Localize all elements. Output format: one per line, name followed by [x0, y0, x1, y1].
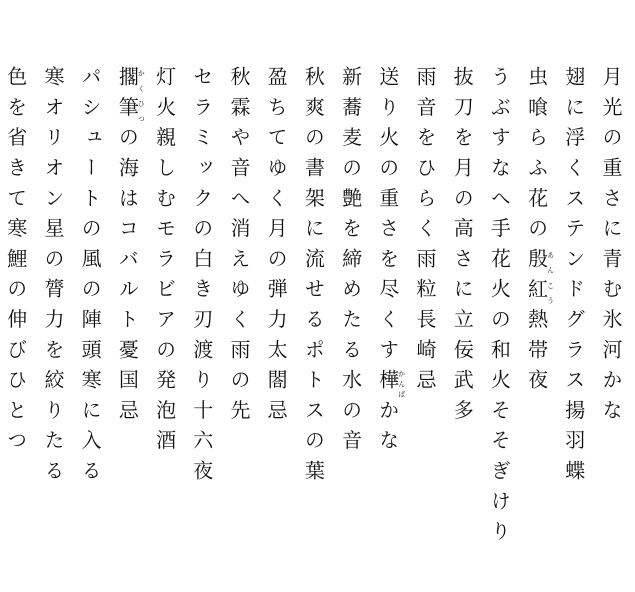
line-text: 盈ちてゆく月の弾力太閤忌	[264, 66, 289, 430]
line-text: パシュートの風の陣頭寒に入る	[78, 66, 103, 491]
line-text: 翅に浮くステンドグラス揚羽蝶	[561, 66, 586, 491]
haiku-line-10	[257, 66, 294, 586]
line-text: かな	[375, 399, 400, 460]
line-text: 灯火親しむモラビアの発泡酒	[152, 66, 177, 460]
haiku-line-5	[443, 66, 480, 586]
haiku-line-3	[517, 66, 554, 586]
haiku-line-1	[592, 66, 629, 586]
ruby-base: 殷紅	[524, 247, 549, 309]
haiku-line-13	[145, 66, 182, 586]
haiku-line-12	[183, 66, 220, 586]
haiku-column-group	[0, 66, 629, 586]
haiku-line-8	[331, 66, 368, 586]
haiku-line-15	[71, 66, 108, 586]
line-text: 秋霖や音へ消えゆく雨の先	[226, 66, 251, 430]
haiku-line-16	[34, 66, 71, 586]
haiku-line-14	[108, 66, 145, 586]
ruby-word	[524, 247, 555, 309]
ruby-base: 擱筆	[115, 66, 140, 127]
line-text: 寒オリオン星の膂力を絞りたる	[40, 66, 65, 491]
ruby-base: 樺	[375, 369, 400, 400]
line-text: 抜刀を月の高さに立佞武多	[450, 66, 475, 430]
haiku-line-4	[480, 66, 517, 586]
ruby-word	[115, 66, 146, 127]
line-text: セラミックの白き刃渡り十六夜	[189, 66, 214, 491]
ruby-reading: かくひつ	[137, 66, 146, 127]
ruby-reading: かんば	[397, 369, 406, 400]
line-text: の海はコバルト憂国忌	[115, 126, 140, 430]
haiku-line-17	[0, 66, 34, 586]
haiku-line-9	[294, 66, 331, 586]
line-text: 熱帯夜	[524, 308, 549, 400]
line-text: 雨音をひらく雨粒長崎忌	[412, 66, 437, 400]
line-text: 秋爽の書架に流せるポトスの葉	[301, 66, 326, 491]
ruby-word	[375, 369, 406, 400]
ruby-reading: あんこう	[546, 247, 555, 309]
haiku-line-11	[220, 66, 257, 586]
haiku-line-7	[369, 66, 406, 586]
line-text: 新蕎麦の艶を締めたる水の音	[338, 66, 363, 460]
line-text: 虫喰らふ花の	[524, 66, 549, 248]
line-text: 送り火の重さを尽くす	[375, 66, 400, 369]
haiku-line-6	[406, 66, 443, 586]
line-text: 月光の重さに青む氷河かな	[599, 66, 623, 430]
line-text: うぶすなへ手花火の和火そそぎけり	[487, 66, 512, 551]
haiku-line-2	[555, 66, 592, 586]
line-text: 色を省きて寒鯉の伸びひとつ	[3, 66, 28, 460]
